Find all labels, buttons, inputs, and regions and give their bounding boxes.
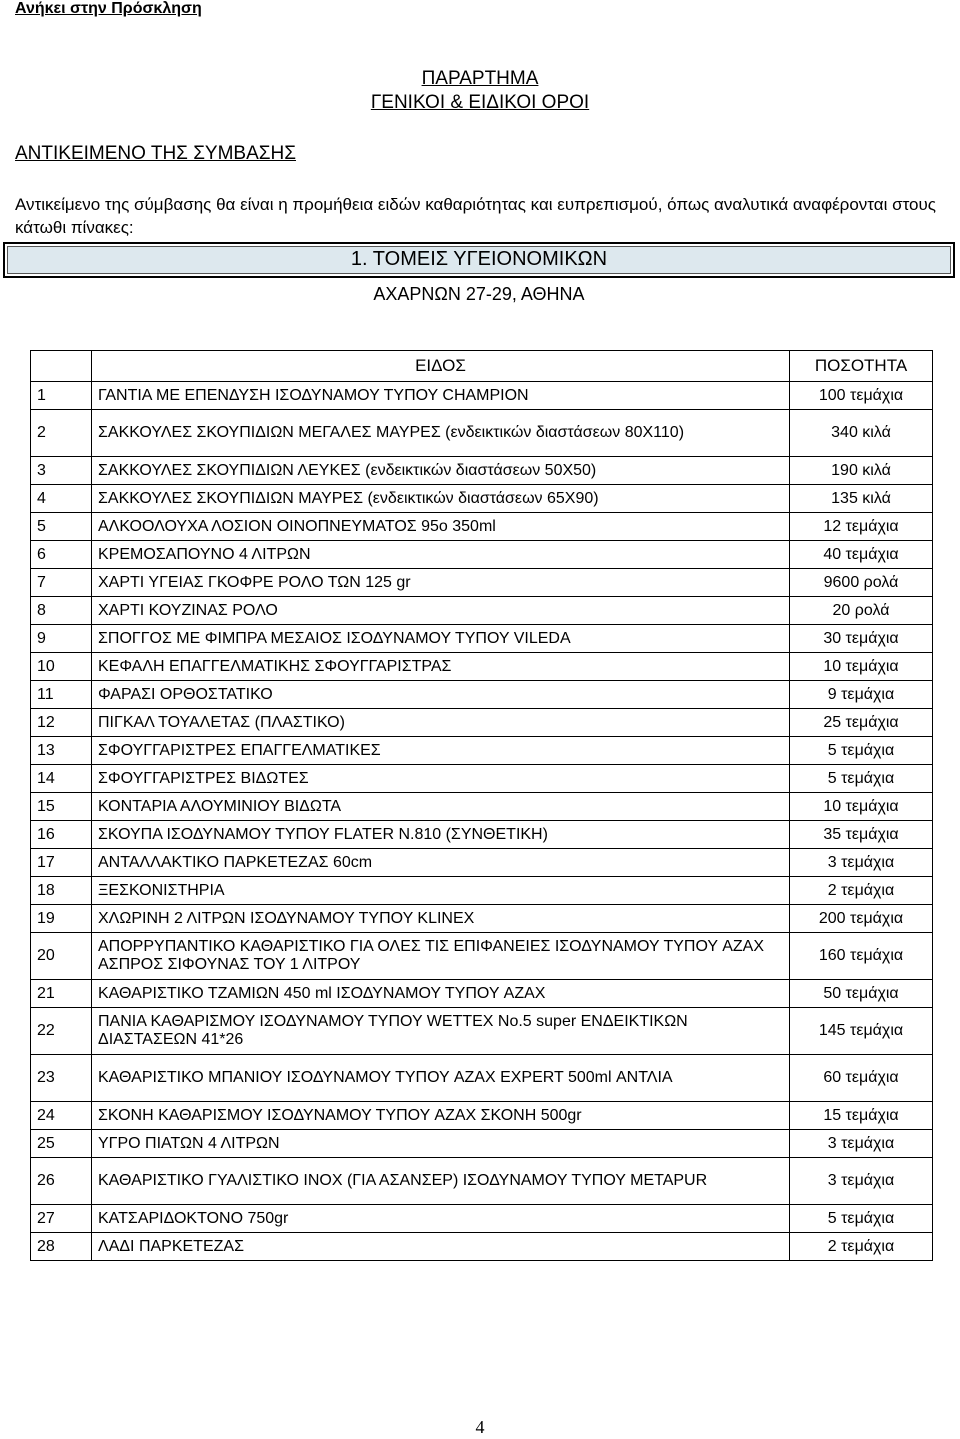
- row-number: 4: [31, 485, 92, 513]
- column-header-item: ΕΙΔΟΣ: [92, 351, 790, 382]
- row-item-description: ΠΙΓΚΑΛ ΤΟΥΑΛΕΤΑΣ (ΠΛΑΣΤΙΚΟ): [92, 709, 790, 737]
- table-row: [31, 765, 933, 793]
- table-row: [31, 1055, 933, 1102]
- table-row: [31, 382, 933, 410]
- row-number: 27: [31, 1205, 92, 1233]
- row-item-description: ΓΑΝΤΙΑ ΜΕ ΕΠΕΝΔΥΣΗ ΙΣΟΔΥΝΑΜΟΥ ΤΥΠΟΥ CHAMPION: [92, 382, 790, 410]
- row-item-description: ΧΑΡΤΙ ΚΟΥΖΙΝΑΣ ΡΟΛΟ: [92, 597, 790, 625]
- row-number: 18: [31, 877, 92, 905]
- row-item-description: ΧΑΡΤΙ ΥΓΕΙΑΣ ΓΚΟΦΡΕ ΡΟΛΟ ΤΩΝ 125 gr: [92, 569, 790, 597]
- table-row: [31, 1102, 933, 1130]
- table-row: [31, 1233, 933, 1261]
- invitation-note: Ανήκει στην Πρόσκληση: [15, 0, 202, 17]
- table-row: [31, 821, 933, 849]
- table-row: [31, 513, 933, 541]
- items-table-body: [31, 382, 933, 1261]
- table-row: [31, 485, 933, 513]
- row-quantity: 9600 ρολά: [790, 569, 933, 597]
- table-row: [31, 1008, 933, 1055]
- row-number: 15: [31, 793, 92, 821]
- row-item-description: ΑΝΤΑΛΛΑΚΤΙΚΟ ΠΑΡΚΕΤΕΖΑΣ 60cm: [92, 849, 790, 877]
- row-quantity: 5 τεμάχια: [790, 765, 933, 793]
- page-number: 4: [475, 1417, 485, 1437]
- table-header-row: [31, 351, 933, 382]
- table-row: [31, 980, 933, 1008]
- items-table: [30, 350, 933, 1261]
- annex-subtitle: ΓΕΝΙΚΟΙ & ΕΙΔΙΚΟΙ ΟΡΟΙ: [370, 92, 590, 113]
- row-number: 14: [31, 765, 92, 793]
- row-item-description: ΣΑΚΚΟΥΛΕΣ ΣΚΟΥΠΙΔΙΩΝ ΜΑΥΡΕΣ (ενδεικτικών διαστάσεων 65Χ90): [92, 485, 790, 513]
- row-item-description: ΛΑΔΙ ΠΑΡΚΕΤΕΖΑΣ: [92, 1233, 790, 1261]
- row-item-description: ΚΟΝΤΑΡΙΑ ΑΛΟΥΜΙΝΙΟΥ ΒΙΔΩΤΑ: [92, 793, 790, 821]
- row-item-description: ΣΦΟΥΓΓΑΡΙΣΤΡΕΣ ΕΠΑΓΓΕΛΜΑΤΙΚΕΣ: [92, 737, 790, 765]
- row-number: 3: [31, 457, 92, 485]
- row-item-description: ΚΕΦΑΛΗ ΕΠΑΓΓΕΛΜΑΤΙΚΗΣ ΣΦΟΥΓΓΑΡΙΣΤΡΑΣ: [92, 653, 790, 681]
- row-quantity: 30 τεμάχια: [790, 625, 933, 653]
- row-number: 26: [31, 1158, 92, 1205]
- row-number: 16: [31, 821, 92, 849]
- table-row: [31, 905, 933, 933]
- row-number: 6: [31, 541, 92, 569]
- row-quantity: 3 τεμάχια: [790, 849, 933, 877]
- row-quantity: 35 τεμάχια: [790, 821, 933, 849]
- row-quantity: 145 τεμάχια: [790, 1008, 933, 1055]
- row-number: 1: [31, 382, 92, 410]
- section-title: 1. ΤΟΜΕΙΣ ΥΓΕΙΟΝΟΜΙΚΩΝ: [350, 248, 608, 270]
- table-row: [31, 541, 933, 569]
- row-quantity: 9 τεμάχια: [790, 681, 933, 709]
- row-quantity: 2 τεμάχια: [790, 1233, 933, 1261]
- table-row: [31, 457, 933, 485]
- row-item-description: ΚΑΤΣΑΡΙΔΟΚΤΟΝΟ 750gr: [92, 1205, 790, 1233]
- row-item-description: ΧΛΩΡΙΝΗ 2 ΛΙΤΡΩΝ ΙΣΟΔΥΝΑΜΟΥ ΤΥΠΟΥ KLINEX: [92, 905, 790, 933]
- row-number: 10: [31, 653, 92, 681]
- row-item-description: ΚΑΘΑΡΙΣΤΙΚΟ ΤΖΑΜΙΩΝ 450 ml ΙΣΟΔΥΝΑΜΟΥ ΤΥΠΟΥ AZAX: [92, 980, 790, 1008]
- row-item-description: ΦΑΡΑΣΙ ΟΡΘΟΣΤΑΤΙΚΟ: [92, 681, 790, 709]
- row-number: 13: [31, 737, 92, 765]
- row-number: 17: [31, 849, 92, 877]
- row-item-description: ΑΠΟΡΡΥΠΑΝΤΙΚΟ ΚΑΘΑΡΙΣΤΙΚΟ ΓΙΑ ΟΛΕΣ ΤΙΣ ΕΠΙΦΑΝΕΙΕΣ ΙΣΟΔΥΝΑΜΟΥ ΤΥΠΟΥ AZAX ΑΣΠΡΟΣ ΣΙΦΟΥΝΑΣ ΤΟΥ 1 ΛΙΤΡΟΥ: [92, 933, 790, 980]
- row-quantity: 190 κιλά: [790, 457, 933, 485]
- row-quantity: 340 κιλά: [790, 410, 933, 457]
- row-item-description: ΚΑΘΑΡΙΣΤΙΚΟ ΓΥΑΛΙΣΤΙΚΟ ΙΝΟΧ (ΓΙΑ ΑΣΑΝΣΕΡ) ΙΣΟΔΥΝΑΜΟΥ ΤΥΠΟΥ METAPUR: [92, 1158, 790, 1205]
- row-quantity: 5 τεμάχια: [790, 1205, 933, 1233]
- contract-subject-heading: ΑΝΤΙΚΕΙΜΕΝΟ ΤΗΣ ΣΥΜΒΑΣΗΣ: [15, 143, 296, 164]
- row-number: 22: [31, 1008, 92, 1055]
- row-number: 8: [31, 597, 92, 625]
- annex-title: ΠΑΡΑΡΤΗΜΑ: [421, 68, 539, 89]
- row-quantity: 25 τεμάχια: [790, 709, 933, 737]
- row-quantity: 15 τεμάχια: [790, 1102, 933, 1130]
- row-quantity: 2 τεμάχια: [790, 877, 933, 905]
- row-item-description: ΣΚΟΥΠΑ ΙΣΟΔΥΝΑΜΟΥ ΤΥΠΟΥ FLATER N.810 (ΣΥΝΘΕΤΙΚΗ): [92, 821, 790, 849]
- row-item-description: ΠΑΝΙΑ ΚΑΘΑΡΙΣΜΟΥ ΙΣΟΔΥΝΑΜΟΥ ΤΥΠΟΥ WETTEX No.5 super ΕΝΔΕΙΚΤΙΚΩΝ ΔΙΑΣΤΑΣΕΩΝ 41*26: [92, 1008, 790, 1055]
- row-number: 7: [31, 569, 92, 597]
- table-row: [31, 625, 933, 653]
- row-number: 23: [31, 1055, 92, 1102]
- row-item-description: ΣΑΚΚΟΥΛΕΣ ΣΚΟΥΠΙΔΙΩΝ ΜΕΓΑΛΕΣ ΜΑΥΡΕΣ (ενδεικτικών διαστάσεων 80Χ110): [92, 410, 790, 457]
- row-quantity: 3 τεμάχια: [790, 1130, 933, 1158]
- row-item-description: ΣΚΟΝΗ ΚΑΘΑΡΙΣΜΟΥ ΙΣΟΔΥΝΑΜΟΥ ΤΥΠΟΥ AZAX ΣΚΟΝΗ 500gr: [92, 1102, 790, 1130]
- table-row: [31, 709, 933, 737]
- row-quantity: 40 τεμάχια: [790, 541, 933, 569]
- table-row: [31, 933, 933, 980]
- row-item-description: ΞΕΣΚΟΝΙΣΤΗΡΙΑ: [92, 877, 790, 905]
- row-item-description: ΚΑΘΑΡΙΣΤΙΚΟ ΜΠΑΝΙΟΥ ΙΣΟΔΥΝΑΜΟΥ ΤΥΠΟΥ AZAX EXPERT 500ml ΑΝΤΛΙΑ: [92, 1055, 790, 1102]
- row-item-description: ΑΛΚΟΟΛΟΥΧΑ ΛΟΣΙΟΝ ΟΙΝΟΠΝΕΥΜΑΤΟΣ 95ο 350ml: [92, 513, 790, 541]
- row-quantity: 3 τεμάχια: [790, 1158, 933, 1205]
- table-row: [31, 681, 933, 709]
- row-quantity: 200 τεμάχια: [790, 905, 933, 933]
- row-number: 24: [31, 1102, 92, 1130]
- row-quantity: 5 τεμάχια: [790, 737, 933, 765]
- column-header-number: [31, 351, 92, 382]
- table-row: [31, 877, 933, 905]
- table-row: [31, 653, 933, 681]
- row-number: 19: [31, 905, 92, 933]
- table-row: [31, 849, 933, 877]
- row-number: 9: [31, 625, 92, 653]
- row-quantity: 50 τεμάχια: [790, 980, 933, 1008]
- row-item-description: ΣΦΟΥΓΓΑΡΙΣΤΡΕΣ ΒΙΔΩΤΕΣ: [92, 765, 790, 793]
- table-row: [31, 737, 933, 765]
- row-quantity: 10 τεμάχια: [790, 793, 933, 821]
- row-item-description: ΥΓΡΟ ΠΙΑΤΩΝ 4 ΛΙΤΡΩΝ: [92, 1130, 790, 1158]
- row-item-description: ΣΑΚΚΟΥΛΕΣ ΣΚΟΥΠΙΔΙΩΝ ΛΕΥΚΕΣ (ενδεικτικών διαστάσεων 50Χ50): [92, 457, 790, 485]
- row-number: 28: [31, 1233, 92, 1261]
- table-row: [31, 569, 933, 597]
- table-row: [31, 1130, 933, 1158]
- row-quantity: 160 τεμάχια: [790, 933, 933, 980]
- row-number: 11: [31, 681, 92, 709]
- row-quantity: 20 ρολά: [790, 597, 933, 625]
- row-quantity: 100 τεμάχια: [790, 382, 933, 410]
- row-number: 21: [31, 980, 92, 1008]
- table-row: [31, 793, 933, 821]
- row-number: 2: [31, 410, 92, 457]
- table-row: [31, 410, 933, 457]
- row-number: 12: [31, 709, 92, 737]
- row-item-description: ΣΠΟΓΓΟΣ ΜΕ ΦΙΜΠΡΑ ΜΕΣΑΙΟΣ ΙΣΟΔΥΝΑΜΟΥ ΤΥΠΟΥ VILEDA: [92, 625, 790, 653]
- column-header-quantity: ΠΟΣΟΤΗΤΑ: [790, 351, 933, 382]
- table-row: [31, 597, 933, 625]
- row-item-description: ΚΡΕΜΟΣΑΠΟΥΝΟ 4 ΛΙΤΡΩΝ: [92, 541, 790, 569]
- row-number: 5: [31, 513, 92, 541]
- row-number: 25: [31, 1130, 92, 1158]
- row-quantity: 10 τεμάχια: [790, 653, 933, 681]
- intro-paragraph: Αντικείμενο της σύμβασης θα είναι η προμήθεια ειδών καθαριότητας και ευπρεπισμού, όπως αναλυτικά αναφέρονται στους κάτωθι πίνακες:: [15, 195, 937, 237]
- table-row: [31, 1158, 933, 1205]
- section-address: ΑΧΑΡΝΩΝ 27-29, ΑΘΗΝΑ: [373, 284, 585, 304]
- row-quantity: 12 τεμάχια: [790, 513, 933, 541]
- row-quantity: 135 κιλά: [790, 485, 933, 513]
- row-quantity: 60 τεμάχια: [790, 1055, 933, 1102]
- row-number: 20: [31, 933, 92, 980]
- table-row: [31, 1205, 933, 1233]
